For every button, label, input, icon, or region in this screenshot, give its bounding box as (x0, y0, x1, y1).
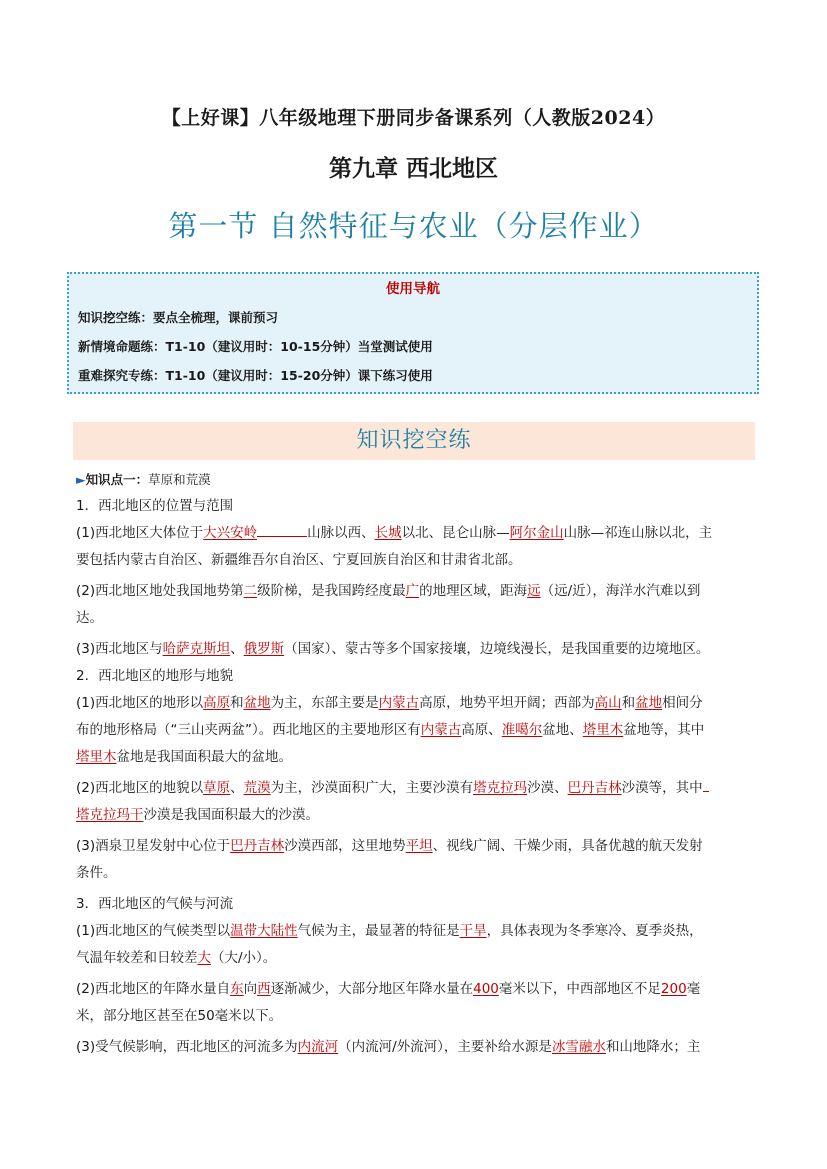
answer: 盆地 (243, 695, 271, 711)
section-title: 第一节 自然特征与农业（分层作业） (168, 209, 659, 243)
answer: 西 (257, 981, 271, 997)
banner-title: 知识挖空练 (356, 428, 472, 453)
answer: 准噶尔 (501, 722, 543, 738)
paragraph: (2)西北地区的地貌以草原、荒漠为主，沙漠面积广大，主要沙漠有塔克拉玛沙漠、巴丹吉林沙漠等，其中 塔克拉玛干沙漠是我国面积最大的沙漠。 (76, 775, 756, 829)
chapter-title: 第九章 西北地区 (328, 155, 498, 182)
answer: 塔里木 (582, 722, 624, 738)
guide-line-new-context: 新情境命题练：T1-10（建议用时：10-15分钟）当堂测试使用 (78, 339, 433, 354)
paragraph: (3)受气候影响，西北地区的河流多为内流河（内流河/外流河），主要补给水源是冰雪融水和山地降水；主 (76, 1039, 701, 1055)
subsection-heading: 3．西北地区的气候与河流 (76, 896, 234, 912)
answer: 200 (660, 981, 687, 997)
knowledge-point-heading: ►知识点一：草原和荒漠 (76, 472, 211, 487)
answer: 荒漠 (243, 780, 271, 796)
answer: 哈萨克斯坦 (162, 641, 231, 657)
paragraph: (1)西北地区的地形以高原和盆地为主，东部主要是内蒙古高原，地势平坦开阔；西部为高山和盆地相间分 布的地形格局（“三山夹两盆”）。西北地区的主要地形区有内蒙古高原、准噶尔盆地、塔里木盆地等，其中 塔里木盆地是我国面积最大的盆地。 (76, 695, 705, 765)
answer: 远 (527, 583, 541, 599)
usage-guide-box (67, 272, 759, 394)
subsection-heading: 2．西北地区的地形与地貌 (76, 668, 234, 684)
paragraph: (3)西北地区与哈萨克斯坦、俄罗斯（国家）、蒙古等多个国家接壤，边境线漫长，是我国重要的边境地区。 (76, 641, 710, 657)
answer: 巴丹吉林 (567, 780, 622, 796)
answer: 巴丹吉林 (230, 838, 285, 854)
answer: 广 (405, 583, 420, 599)
answer: 盆地 (635, 695, 663, 711)
answer: 塔里木 (76, 749, 117, 765)
answer: 400 (473, 981, 499, 997)
worksheet-body (76, 466, 756, 1061)
answer: 二 (243, 583, 258, 599)
section-banner (73, 422, 755, 460)
answer: 冰雪融水 (551, 1039, 606, 1055)
answer: 温带大陆性 (230, 923, 298, 939)
answer: 高原 (203, 695, 231, 711)
series-title: 【上好课】八年级地理下册同步备课系列（人教版2024） (161, 107, 666, 129)
paragraph: (3)酒泉卫星发射中心位于巴丹吉林沙漠西部，这里地势平坦、视线广阔、干燥少雨，具备优越的航天发射 条件。 (76, 838, 703, 881)
subsection-heading: 1．西北地区的位置与范围 (76, 498, 234, 514)
answer: 长城 (374, 525, 402, 541)
answer: 内蒙古 (420, 722, 462, 738)
guide-line-knowledge: 知识挖空练：要点全梳理，课前预习 (78, 310, 279, 325)
paragraph: (2)西北地区的年降水量自东向西逐渐减少，大部分地区年降水量在400毫米以下，中西部地区不足200毫 米，部分地区甚至在50毫米以下。 (76, 981, 701, 1024)
triangle-icon: ► (76, 472, 86, 487)
answer: 内流河 (297, 1039, 339, 1055)
answer: 阿尔金山 (509, 525, 564, 541)
answer: 干旱 (459, 923, 487, 939)
paragraph: (2)西北地区地处我国地势第二级阶梯，是我国跨经度最广的地理区域，距海远（远/近），海洋水汽难以到 达。 (76, 583, 701, 626)
answer: 内蒙古 (378, 695, 420, 711)
paragraph: (1)西北地区大体位于大兴安岭 山脉以西、长城以北、昆仑山脉—阿尔金山山脉—祁连山脉以北，主 要包括内蒙古自治区、新疆维吾尔自治区、宁夏回族自治区和甘肃省北部。 (76, 525, 713, 568)
answer: 俄罗斯 (243, 641, 285, 657)
answer: 塔克拉玛干 (76, 807, 144, 823)
answer: 平坦 (405, 838, 433, 854)
answer: 东 (230, 981, 244, 997)
answer: 高山 (594, 695, 622, 711)
guide-line-hard-topics: 重难探究专练：T1-10（建议用时：15-20分钟）课下练习使用 (78, 368, 433, 383)
answer: 塔克拉玛 (473, 780, 528, 796)
answer: 大兴安岭 (203, 525, 258, 541)
paragraph: (1)西北地区的气候类型以温带大陆性气候为主，最显著的特征是干旱，具体表现为冬季寒冷、夏季炎热， 气温年较差和日较差大（大/小）。 (76, 923, 703, 966)
usage-guide-title: 使用导航 (386, 281, 440, 297)
answer: 草原 (203, 780, 231, 796)
answer: 大 (197, 950, 211, 966)
